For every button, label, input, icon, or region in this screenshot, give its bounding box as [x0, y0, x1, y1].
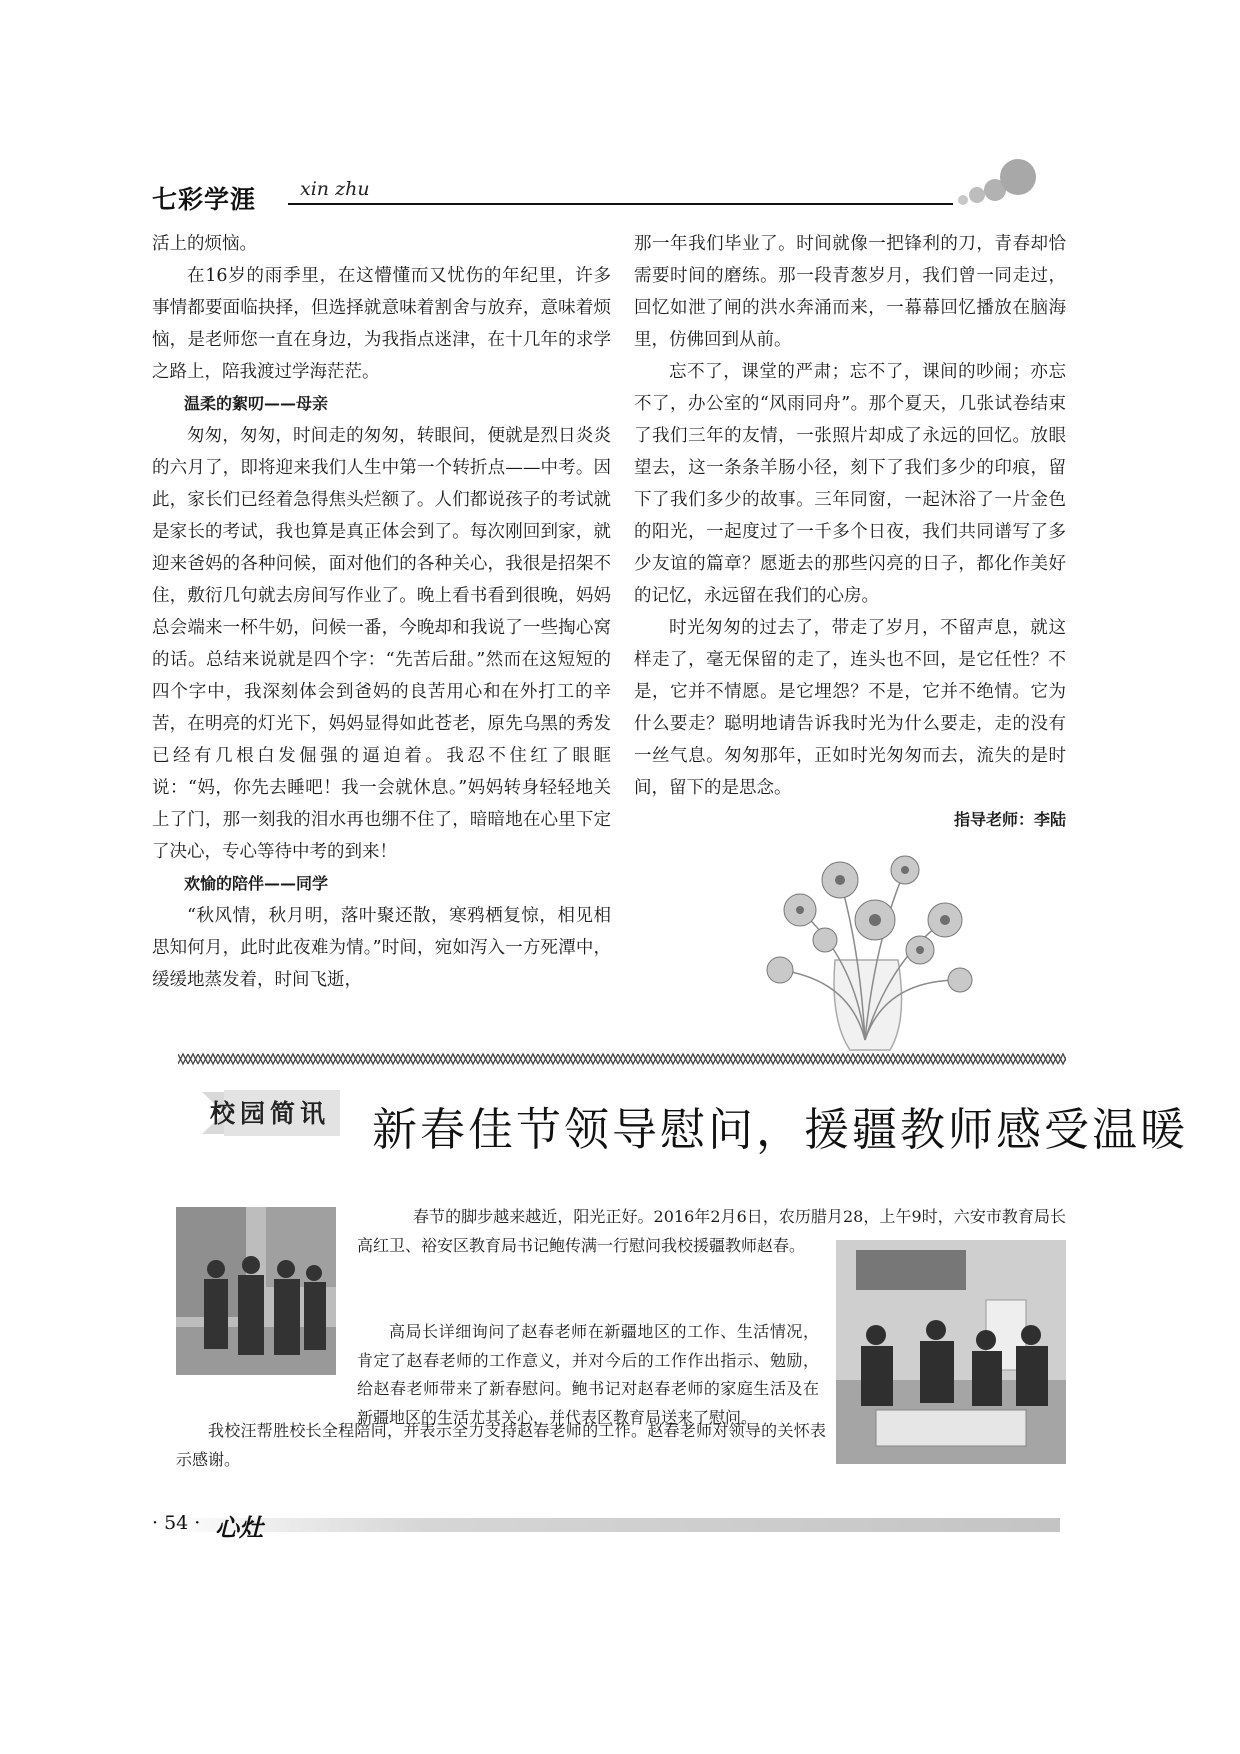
footer-bar — [155, 1518, 1060, 1532]
news-headline: 新春佳节领导慰问，援疆教师感受温暖 — [372, 1103, 1189, 1156]
left-column — [152, 228, 611, 996]
news-text-3: 我校汪帮胜校长全程陪同，并表示全力支持赵春老师的工作。赵春老师对领导的关怀表示感谢。 — [176, 1421, 826, 1469]
body-paragraph: 忘不了，课堂的严肃；忘不了，课间的吵闹；亦忘不了，办公室的“风雨同舟”。那个夏天，几张试卷结束了我们三年的友情，一张照片却成了永远的回忆。放眼望去，这一条条羊肠小径，刻下了我们多少的印痕，留下了我们多少的故事。三年同窗，一起沐浴了一片金色的阳光，一起度过了一千多个日夜，我们共同谱写了多少友谊的篇章？愿逝去的那些闪亮的日子，都化作美好的记忆，永远留在我们的心房。 — [634, 362, 1066, 606]
news-paragraph-3 — [176, 1417, 826, 1474]
page-number: · 54 · — [152, 1512, 201, 1534]
column-pinyin: xin zhu — [300, 178, 370, 200]
body-paragraph: 在16岁的雨季里，在这懵懂而又忧伤的年纪里，许多事情都要面临抉择，但选择就意味着割舍与放弃，意味着烦恼，是老师您一直在身边，为我指点迷津，在十几年的求学之路上，陪我渡过学海茫茫。 — [152, 266, 611, 382]
body-paragraph: 匆匆，匆匆，时间走的匆匆，转眼间，便就是烈日炎炎的六月了，即将迎来我们人生中第一个转折点——中考。因此，家长们已经着急得焦头烂额了。人们都说孩子的考试就是家长的考试，我也算是真正体会到了。每次刚回到家，就迎来爸妈的各种问候，面对他们的各种关心，我很是招架不住，敷衍几句就去房间写作业了。晚上看书看到很晚，妈妈总会端来一杯牛奶，问候一番，今晚却和我说了一些掏心窝的话。总结来说就是四个字：“先苦后甜。”然而在这短短的四个字中，我深刻体会到爸妈的良苦用心和在外打工的辛苦，在明亮的灯光下，妈妈显得如此苍老，原先乌黑的秀发已经有几根白发倔强的逼迫着。我忍不住红了眼眶说：“妈，你先去睡吧！我一会就休息。”妈妈转身轻轻地关上了门，那一刻我的泪水再也绷不住了，暗暗地在心里下定了决心，专心等待中考的到来！ — [152, 426, 611, 862]
flower-vase-illustration — [740, 840, 990, 1055]
body-paragraph: 时光匆匆的过去了，带走了岁月，不留声息，就这样走了，毫无保留的走了，连头也不回，是它任性？不是，它并不情愿。是它埋怨？不是，它并不绝情。它为什么要走？聪明地请告诉我时光为什么要走，走的没有一丝气息。匆匆那年，正如时光匆匆而去，流失的是时间，留下的是思念。 — [634, 618, 1066, 798]
body-paragraph: “秋风情，秋月明，落叶聚还散，寒鸦栖复惊，相见相思知何月，此时此夜难为情。”时间，宛如泻入一方死潭中，缓缓地蒸发着，时间飞逝， — [152, 906, 611, 990]
body-paragraph: 那一年我们毕业了。时间就像一把锋利的刀，青春却恰需要时间的磨练。那一段青葱岁月，我们曾一同走过，回忆如泄了闸的洪水奔涌而来，一幕幕回忆播放在脑海里，仿佛回到从前。 — [634, 234, 1066, 350]
photo-living-room-visit — [836, 1240, 1066, 1464]
header-rule — [288, 203, 953, 205]
news-text-1: 春节的脚步越来越近，阳光正好。2016年2月6日，农历腊月28，上午9时，六安市教育局长高红卫、裕安区教育局书记鲍传满一行慰问我校援疆教师赵春。 — [357, 1207, 1066, 1255]
news-text-2: 高局长详细询问了赵春老师在新疆地区的工作、生活情况，肯定了赵春老师的工作意义，并对今后的工作作出指示、勉励，给赵春老师带来了新春慰问。鲍书记对赵春老师的家庭生活及在新疆地区的生活尤其关心，并代表区教育局送来了慰问。 — [357, 1322, 819, 1427]
news-paragraph-1 — [357, 1203, 1066, 1260]
photo-leaders-walking — [176, 1207, 336, 1375]
magazine-name: 心灶 — [215, 1513, 263, 1542]
section-subheading: 欢愉的陪伴——同学 — [184, 874, 329, 893]
body-paragraph: 活上的烦恼。 — [152, 234, 257, 254]
section-subheading: 温柔的絮叨——母亲 — [184, 394, 329, 413]
teacher-credit: 指导老师：李陆 — [953, 810, 1066, 829]
decorative-circles-icon — [955, 150, 1075, 210]
zigzag-divider — [178, 1051, 1066, 1067]
news-label-text: 校园简讯 — [210, 1099, 331, 1128]
news-paragraph-2 — [357, 1318, 819, 1432]
right-column — [634, 228, 1066, 836]
column-title: 七彩学涯 — [152, 185, 257, 214]
